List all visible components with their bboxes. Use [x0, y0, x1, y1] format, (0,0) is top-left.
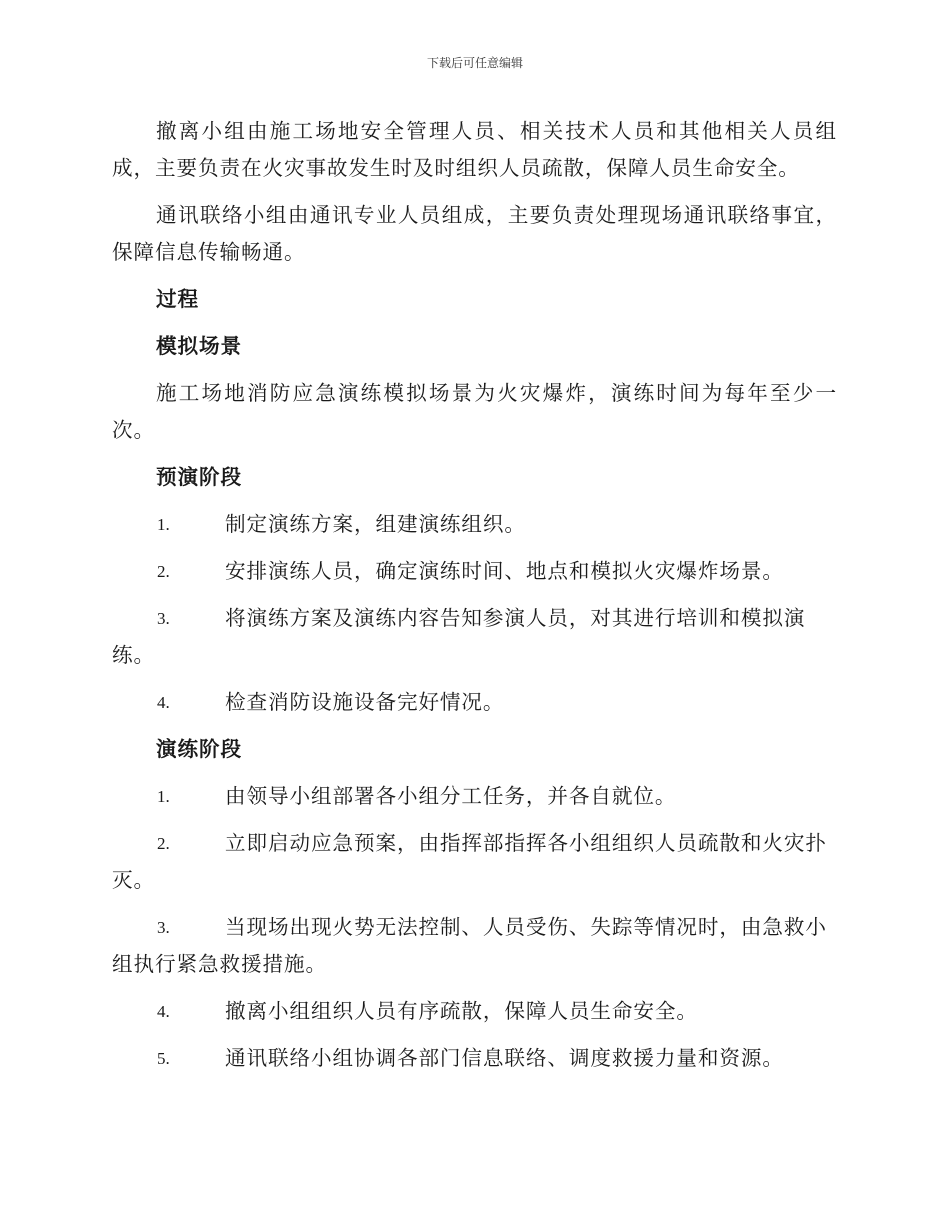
list-item [112, 778, 837, 815]
list-item [112, 600, 837, 674]
list-item-text: 检查消防设施设备完好情况。 [225, 690, 505, 714]
list-item [112, 506, 837, 543]
list-item-text: 当现场出现火势无法控制、人员受伤、失踪等情况时，由急救小组执行紧急救援措施。 [112, 915, 827, 976]
list-item-number: 3. [157, 609, 170, 628]
list-item-number: 4. [157, 693, 170, 712]
paragraph-scenario: 施工场地消防应急演练模拟场景为火灾爆炸，演练时间为每年至少一次。 [112, 381, 837, 442]
list-item [112, 993, 837, 1030]
list-item [112, 825, 837, 899]
list-item-text: 将演练方案及演练内容告知参演人员，对其进行培训和模拟演练。 [112, 606, 806, 667]
pre-drill-list [112, 506, 837, 721]
list-item [112, 553, 837, 590]
list-item-number: 2. [157, 562, 170, 581]
page-header: 下载后可任意编辑 [426, 56, 523, 70]
paragraph-communication-team: 通讯联络小组由通讯专业人员组成，主要负责处理现场通讯联络事宜，保障信息传输畅通。 [112, 203, 837, 264]
list-item-number: 2. [157, 834, 170, 853]
list-item-text: 立即启动应急预案，由指挥部指挥各小组组织人员疏散和火灾扑灭。 [112, 831, 827, 892]
list-item-text: 通讯联络小组协调各部门信息联络、调度救援力量和资源。 [225, 1046, 784, 1070]
paragraph-evacuation-team: 撤离小组由施工场地安全管理人员、相关技术人员和其他相关人员组成，主要负责在火灾事故发生时及时组织人员疏散，保障人员生命安全。 [112, 119, 837, 180]
list-item-text: 由领导小组部署各小组分工任务，并各自就位。 [225, 784, 677, 808]
heading-process: 过程 [156, 287, 199, 311]
heading-scenario: 模拟场景 [156, 334, 242, 358]
list-item-number: 3. [157, 918, 170, 937]
list-item-number: 4. [157, 1002, 170, 1021]
document-body [112, 113, 837, 1087]
list-item-number: 5. [157, 1049, 170, 1068]
heading-drill: 演练阶段 [156, 737, 242, 761]
list-item-text: 撤离小组组织人员有序疏散，保障人员生命安全。 [225, 999, 698, 1023]
list-item-text: 安排演练人员，确定演练时间、地点和模拟火灾爆炸场景。 [225, 559, 784, 583]
list-item [112, 684, 837, 721]
list-item-text: 制定演练方案，组建演练组织。 [225, 512, 526, 536]
heading-pre-drill: 预演阶段 [156, 465, 242, 489]
drill-list [112, 778, 837, 1077]
list-item [112, 1040, 837, 1077]
list-item-number: 1. [157, 515, 170, 534]
list-item-number: 1. [157, 787, 170, 806]
list-item [112, 909, 837, 983]
